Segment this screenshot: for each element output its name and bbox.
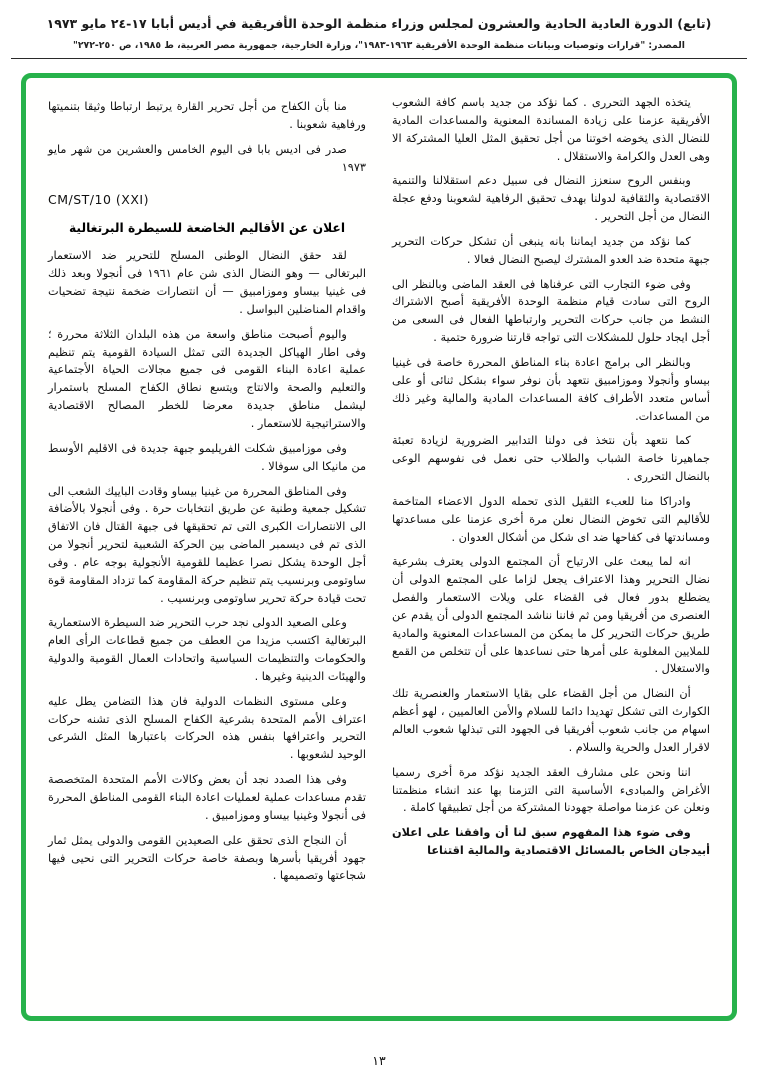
page-number: ١٣	[372, 1053, 386, 1068]
two-column-layout	[48, 94, 710, 1006]
paragraph: انه لما يبعث على الارتياح أن المجتمع الدولى يعترف بشرعية نضال التحرير وهذا الاعتراف يجعل لزاما على المجتمع الدولى أن يضطلع بدور فعال فى القضاء على ويلات الاستعمار والفصل العنصرى من أفريقيا ومن ثم فاننا نناشد المجتمع الدولى أن يقدم عن طريق حركات التحرير كل ما يمكن من المساعدات المعنوية والمادية للملايين المغلوبة على أمرها حتى نساعدها على أن تتخلص من القمع والاستغلال .	[392, 555, 710, 676]
page-header	[0, 0, 758, 59]
paragraph: يتخذه الجهد التحررى . كما نؤكد من جديد باسم كافة الشعوب الأفريقية عزمنا على زيادة المساندة المعنوية والمساعدات المادية للنضال الذى يخوضه اخوتنا من أجل تحقيق المثل العليا المشتركة الا وهى العدل والكرامة والاستقلال .	[392, 96, 710, 163]
document-source: المصدر: "قرارات وتوصيات وبيانات منظمة الوحدة الأفريقية ١٩٦٣-١٩٨٣"، وزارة الخارجية، جمهورية مصر العربية، ط ١٩٨٥، ص ٢٥٠-٢٧٢"	[73, 40, 685, 51]
right-column	[392, 94, 710, 1006]
paragraph: كما نتعهد بأن نتخذ فى دولنا التدابير الضرورية لزيادة تعبئة جماهيرنا خاصة الشباب والطلاب حتى نعمل فى نفوسهم الوعى بالنضال التحررى .	[392, 434, 710, 484]
paragraph: وفى موزامبيق شكلت الفريليمو جبهة جديدة فى الاقليم الأوسط من مانيكا الى سوفالا .	[48, 441, 366, 473]
paragraph: منا بأن الكفاح من أجل تحرير القارة يرتبط ارتباطا وثيقا بتنميتها ورفاهية شعوبنا .	[48, 100, 366, 131]
paragraph: وعلى الصعيد الدولى نجد حرب التحرير ضد السيطرة الاستعمارية البرتغالية اكتسب مزيدا من العطف من جميع قطاعات الرأى العام والحكومات والتنظيمات السياسية واتحادات العمال القومية والدولية والهيئات الدينية وغيرها .	[48, 616, 366, 683]
document-title: (تابع) الدورة العادية الحادية والعشرون لمجلس وزراء منظمة الوحدة الأفريقية في أديس أبابا ١٧-٢٤ مايو ١٩٧٣	[46, 16, 712, 31]
green-frame-content-box	[21, 73, 737, 1021]
section-heading: اعلان عن الأقاليم الخاضعة للسيطرة البرتغالية	[68, 221, 346, 236]
paragraph: اننا ونحن على مشارف العقد الجديد نؤكد مرة أخرى رسميا الأغراض والمبادىء الأساسية التى التزمنا بها عند انشاء منظمتنا ونعلن عن عزمنا مواصلة جهودنا المشتركة من أجل تطبيقها كاملة .	[392, 765, 710, 815]
document-reference-code: CM/ST/10 (XXI)	[48, 192, 149, 208]
paragraph: واليوم أصبحت مناطق واسعة من هذه البلدان الثلاثة محررة ؛ وفى اطار الهياكل الجديدة التى تمثل السيادة القومية يتم تنظيم عملية اعادة البناء القومى فى جميع مجالات الحياة الأجتماعية والتعليم والصحة والانتاج ويتسع نطاق الكفاح المسلح باستمرار ليشمل مناطق جديدة معرضا للخطر المصالح الاقتصادية والاستراتيجية للاستعمار .	[48, 327, 366, 430]
paragraph: صدر فى اديس بابا فى اليوم الخامس والعشرين من شهر مايو ١٩٧٣	[48, 142, 366, 174]
paragraph: وفى ضوء التجارب التى عرفناها فى العقد الماضى وبالنظر الى الروح التى سادت قيام منظمة الوحدة الأفريقية أصبح الاشتراك النشط من جانب حركات التحرير وارتباطها الفعال فى السعى من أجل ايجاد حلول للمشكلات التى تواجه قارتنا ضرورة حتمية .	[392, 277, 710, 345]
paragraph: وبالنظر الى برامج اعادة بناء المناطق المحررة خاصة فى غينيا بيساو وأنجولا وموزامبيق نتعهد بأن نوفر سواء بشكل ثنائى أو على أساس متعدد الأطراف كافة المساعدات المادية والمالية وغير ذلك من المساعدات.	[392, 355, 710, 423]
closing-block	[48, 98, 366, 176]
paragraph: وادراكا منا للعبء الثقيل الذى تحمله الدول الاعضاء المتاخمة للأقاليم التى تخوض النضال نعلن مرة أخرى عزمنا على مساعدتها ومساندتها فى كفاحها ضد اى شكل من أشكال العدوان .	[392, 494, 710, 544]
header-divider	[11, 58, 746, 59]
paragraph: وعلى مستوى النظمات الدولية فان هذا التضامن يطل عليه اعتراف الأمم المتحدة بشرعية الكفاح المسلح الذى تشنه حركات التحرير واعترافها بنفس هذه الحركات باعتبارها المثل الشرعى الوحيد لشعوبها .	[48, 694, 366, 762]
paragraph: وفى هذا الصدد نجد أن بعض وكالات الأمم المتحدة المتخصصة تقدم مساعدات عملية لعمليات اعادة البناء القومى المناطق المحررة فى أنجولا وغينيا بيساو وموزامبيق .	[48, 773, 366, 822]
paragraph: وفى ضوء هذا المفهوم سبق لنا أن وافقنا على اعلان أبيدجان الخاص بالمسائل الاقتصادية والمالية اقتناعا	[392, 826, 710, 858]
paragraph: وفى المناطق المحررة من غينيا بيساو وقادت الباييك الشعب الى تشكيل جمعية وطنية عن طريق انتخابات حرة . وفى أنجولا بالأضافة الى الانتصارات الكبرى التى تم تحقيقها فى جبهة القتال فان الاتفاق الذى تم فى ديسمبر الماضى بين الحركة الشعبية لتحرير أنجولا من أجل الوحدة يشكل نصرا عظيما للقومية الأنجولية بوجه عام . وفى ساوتومى وبرنسيب يتم تنظيم حركة المقاومة كما تزداد المقاومة قوة تحت قيادة حركة تحرير ساوتومى وبرنسيب .	[48, 484, 366, 605]
paragraph: أن النضال من أجل القضاء على بقايا الاستعمار والعنصرية تلك الكوارث التى تشكل تهديدا دائما للسلام والأمن العالميين ، لهو أعظم اسهام من جانب شعوب أفريقيا فى الجهود التى تبذلها شعوب العالم لاقرار العدل والحرية والسلام .	[392, 687, 710, 754]
paragraph: لقد حقق النضال الوطنى المسلح للتحرير ضد الاستعمار البرتغالى — وهو النضال الذى شن عام ١٩٦١ فى أنجولا وبعد ذلك فى غينيا بيساو وموزامبيق — أن انتصارات ضخمة نتيجة تضحيات واقدام المناضلين البواسل .	[48, 249, 366, 316]
paragraph: كما نؤكد من جديد ايماننا بانه ينبغى أن تشكل حركات التحرير جبهة متحدة ضد العدو المشترك ليصبح النضال فعالا .	[392, 234, 710, 266]
left-column	[48, 94, 366, 1006]
paragraph: وبنفس الروح سنعزز النضال فى سبيل دعم استقلالنا والتنمية الاقتصادية والثقافية لدولنا بهدف تحقيق الرفاهية لشعوبنا ودفع عجلة النضال من أجل التحرير .	[392, 174, 710, 224]
paragraph: أن النجاح الذى تحقق على الصعيدين القومى والدولى يمثل ثمار جهود أفريقيا بأسرها وبصفة خاصة حركات التحرير التى نحيى فيها شجاعتها وتصميمها .	[48, 833, 366, 883]
